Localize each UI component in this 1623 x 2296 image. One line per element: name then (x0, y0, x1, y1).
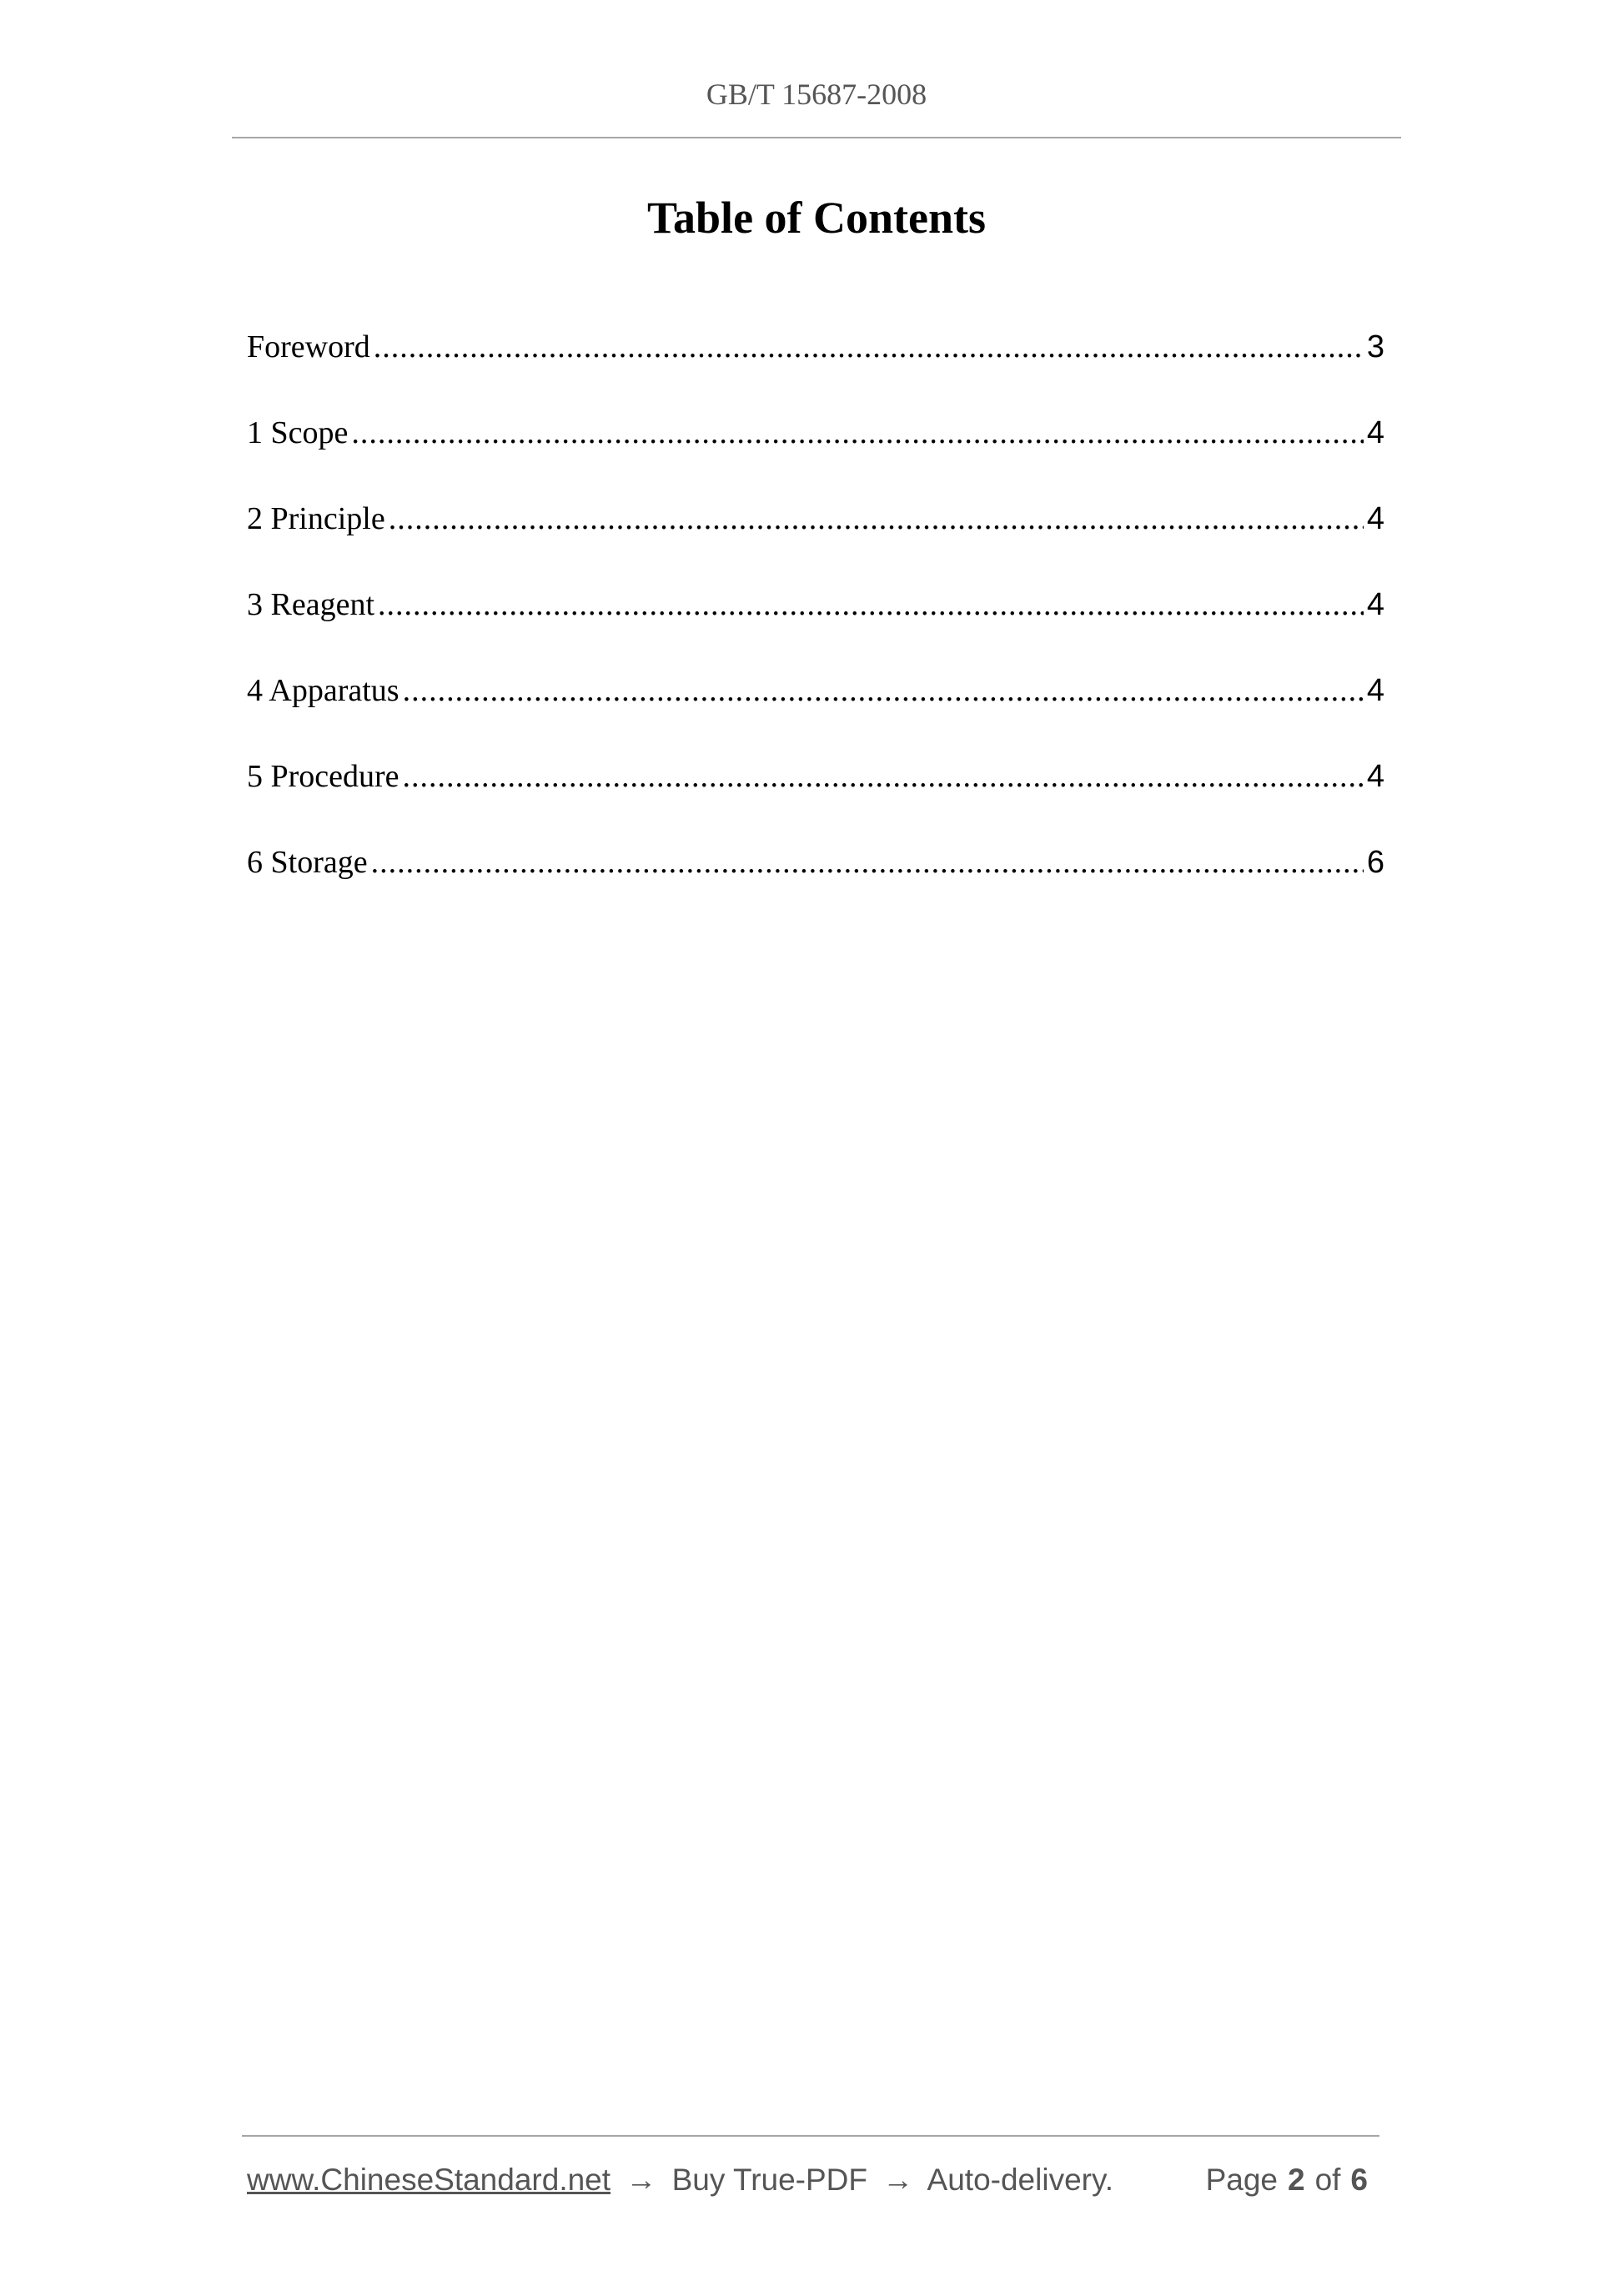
arrow-right-icon: → (626, 2163, 657, 2197)
footer-promo (247, 2163, 1113, 2198)
toc-entry-page: 4 (1366, 587, 1384, 622)
toc-dot-leader (403, 666, 1364, 716)
toc-entry-reagent[interactable] (247, 580, 1384, 666)
toc-dot-leader (371, 837, 1364, 887)
current-page-number: 2 (1287, 2163, 1305, 2197)
toc-dot-leader (378, 580, 1364, 630)
header-divider (232, 137, 1401, 138)
toc-entry-label: 3 Reagent (247, 587, 375, 622)
toc-title: Table of Contents (646, 193, 987, 243)
toc-entry-scope[interactable] (247, 408, 1384, 494)
toc-entry-principle[interactable] (247, 494, 1384, 580)
toc-entry-label: 6 Storage (247, 845, 368, 880)
page-number (1206, 2163, 1378, 2198)
toc-entry-label: 2 Principle (247, 501, 385, 536)
toc-list (247, 322, 1384, 923)
running-header: GB/T 15687-2008 (706, 78, 927, 111)
toc-entry-procedure[interactable] (247, 751, 1384, 837)
toc-entry-label: 1 Scope (247, 415, 349, 450)
arrow-right-icon: → (882, 2163, 914, 2197)
toc-entry-page: 6 (1366, 845, 1384, 880)
toc-entry-apparatus[interactable] (247, 666, 1384, 751)
toc-entry-foreword[interactable] (247, 322, 1384, 408)
toc-entry-page: 4 (1366, 673, 1384, 708)
chinesestandard-link[interactable]: www.ChineseStandard.net (247, 2163, 611, 2197)
toc-entry-label: 5 Procedure (247, 759, 399, 794)
page-footer (247, 2155, 1378, 2205)
footer-divider (242, 2135, 1379, 2137)
toc-entry-storage[interactable] (247, 837, 1384, 923)
toc-entry-label: 4 Apparatus (247, 673, 399, 708)
toc-entry-label: Foreword (247, 329, 370, 364)
toc-dot-leader (389, 494, 1364, 544)
toc-dot-leader (374, 322, 1364, 372)
of-word: of (1314, 2163, 1341, 2197)
toc-entry-page: 3 (1366, 329, 1384, 364)
toc-entry-page: 4 (1366, 501, 1384, 536)
toc-dot-leader (403, 751, 1364, 801)
page-word: Page (1205, 2163, 1278, 2197)
footer-delivery-text: Auto-delivery. (927, 2163, 1114, 2197)
toc-dot-leader (351, 408, 1363, 458)
toc-entry-page: 4 (1366, 759, 1384, 794)
toc-entry-page: 4 (1366, 415, 1384, 450)
total-pages-number: 6 (1350, 2163, 1368, 2197)
footer-buy-text: Buy True-PDF (671, 2163, 868, 2197)
